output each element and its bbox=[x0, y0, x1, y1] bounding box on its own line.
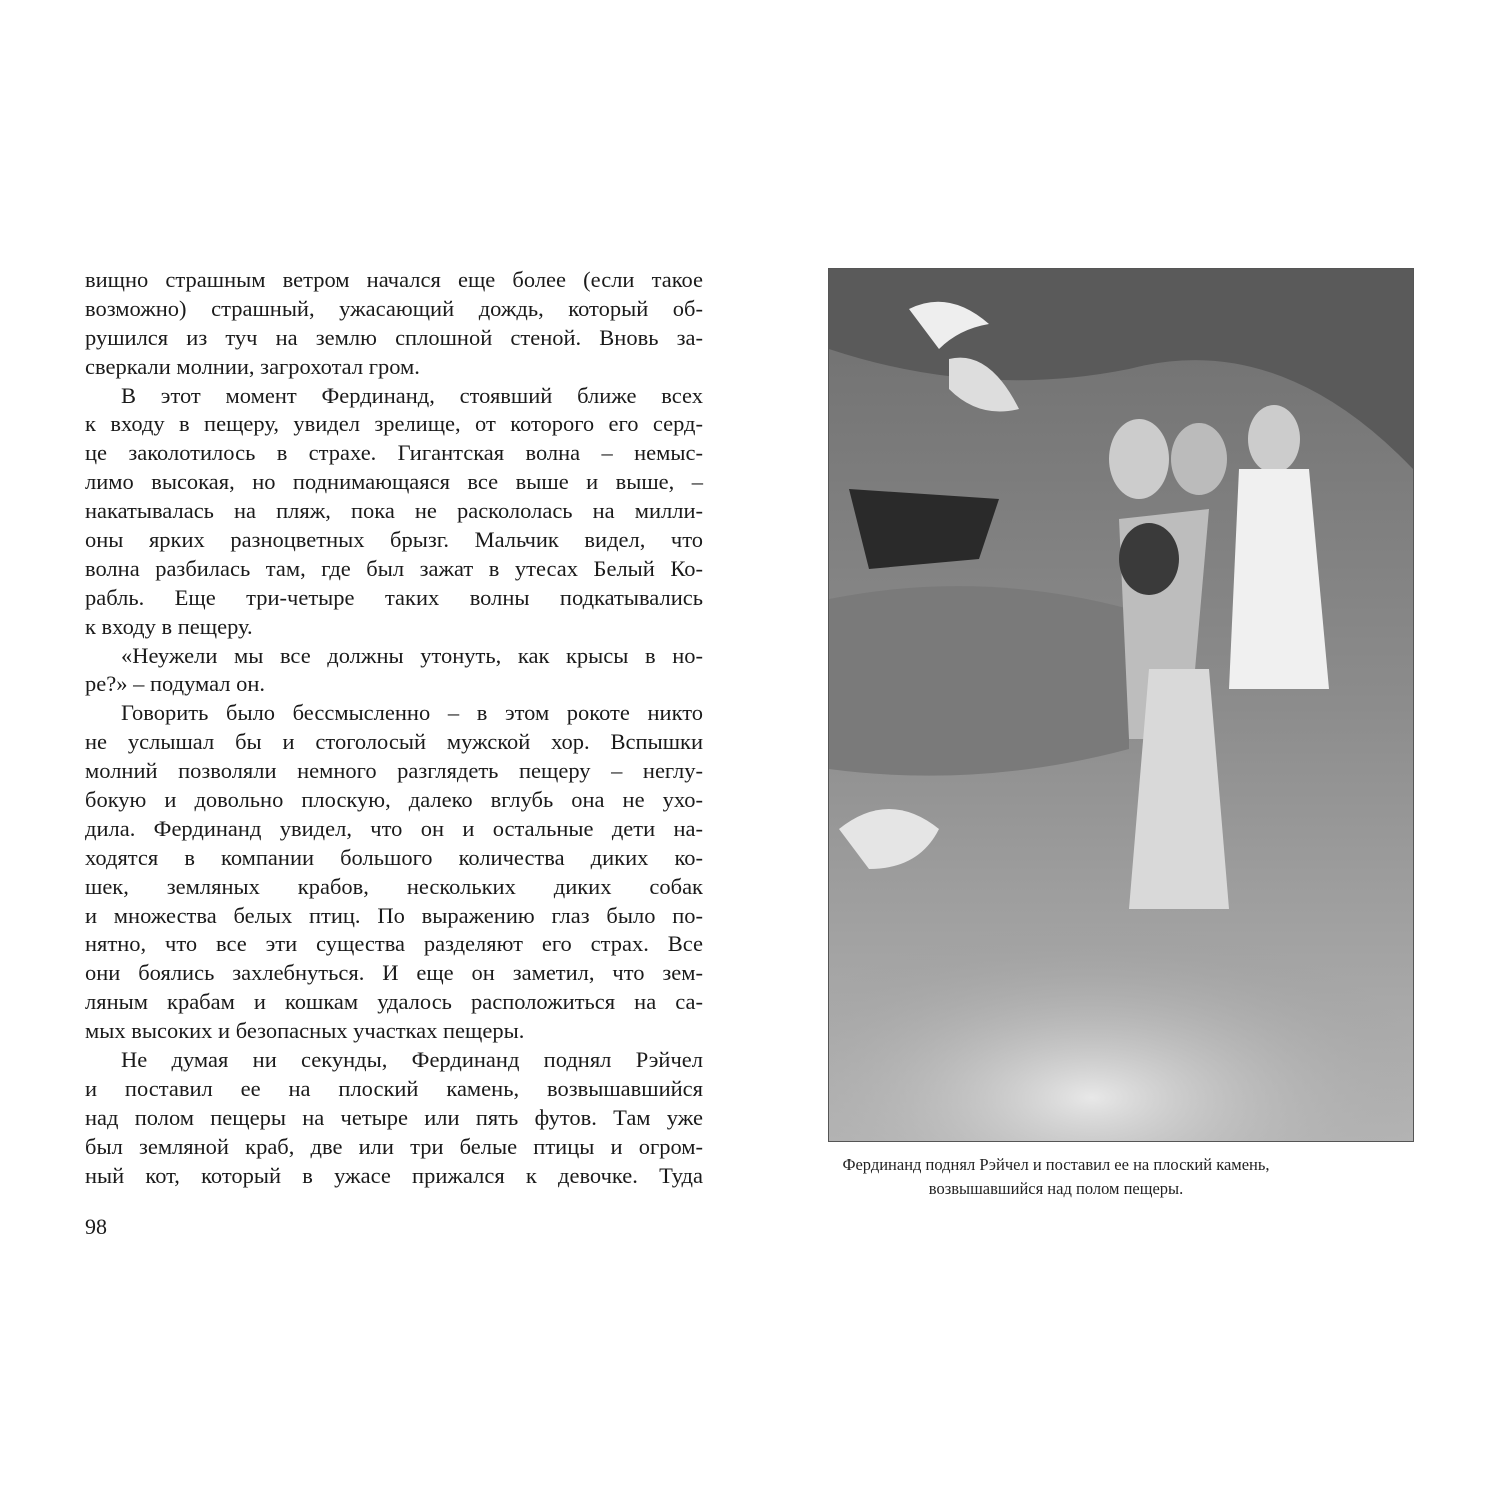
cave-scene-image bbox=[829, 269, 1413, 1141]
text-line: вищно страшным ветром начался еще более (если такое bbox=[85, 267, 703, 292]
text-line: возможно) страшный, ужасающий дождь, который об- bbox=[85, 295, 703, 321]
text-line: они боялись захлебнуться. И еще он заметил, что зем- bbox=[85, 960, 703, 986]
text-line: над полом пещеры на четыре или пять футов. Там уже bbox=[85, 1104, 703, 1130]
text-line: «Неужели мы все должны утонуть, как крысы в но- bbox=[121, 642, 703, 668]
text-line: ре?» – подумал он. bbox=[85, 671, 266, 697]
text-line: рушился из туч на землю сплошной стеной. Вновь за- bbox=[85, 324, 703, 350]
text-line: нятно, что все эти существа разделяют его страх. Все bbox=[85, 931, 703, 957]
page-number: 98 bbox=[85, 1214, 107, 1239]
text-line: Говорить было бессмысленно – в этом рокоте никто bbox=[121, 700, 703, 726]
text-line: и множества белых птиц. По выражению глаз было по- bbox=[85, 902, 703, 928]
illustration-caption bbox=[828, 1153, 1284, 1201]
text-line: лимо высокая, но поднимающаяся все выше и выше, – bbox=[85, 469, 703, 495]
text-line: сверкали молнии, загрохотал гром. bbox=[85, 353, 420, 379]
text-line: накатывалась на пляж, пока не раскололась на милли- bbox=[85, 498, 703, 524]
text-line: не услышал бы и стоголосый мужской хор. Вспышки bbox=[85, 729, 703, 755]
text-line: шек, земляных крабов, нескольких диких собак bbox=[85, 873, 703, 899]
text-line: был земляной краб, две или три белые птицы и огром- bbox=[85, 1133, 703, 1159]
text-line: ляным крабам и кошкам удалось расположиться на са- bbox=[85, 989, 703, 1015]
text-line: це заколотилось в страхе. Гигантская волна – немыс- bbox=[85, 440, 703, 466]
text-line: ный кот, который в ужасе прижался к девочке. Туда bbox=[85, 1162, 703, 1188]
text-line: В этот момент Фердинанд, стоявший ближе всех bbox=[121, 382, 703, 408]
text-line: волна разбилась там, где был зажат в утесах Белый Ко- bbox=[85, 555, 703, 581]
text-line: мых высоких и безопасных участках пещеры. bbox=[85, 1018, 525, 1044]
text-line: Не думая ни секунды, Фердинанд поднял Рэйчел bbox=[121, 1047, 703, 1073]
text-line: бокую и довольно плоскую, далеко вглубь она не ухо- bbox=[85, 787, 703, 813]
text-line: к входу в пещеру. bbox=[85, 613, 253, 639]
text-line: молний позволяли немного разглядеть пещеру – неглу- bbox=[85, 758, 703, 784]
crop-mark bbox=[828, 268, 840, 269]
body-text bbox=[85, 266, 703, 1191]
text-line: дила. Фердинанд увидел, что он и остальные дети на- bbox=[85, 815, 703, 841]
text-line: и поставил ее на плоский камень, возвышавшийся bbox=[85, 1075, 703, 1101]
text-line: оны ярких разноцветных брызг. Мальчик видел, что bbox=[85, 527, 703, 553]
caption-line: возвышавшийся над полом пещеры. bbox=[928, 1179, 1184, 1198]
text-line: к входу в пещеру, увидел зрелище, от которого его серд- bbox=[85, 411, 703, 437]
text-line: ходятся в компании большого количества диких ко- bbox=[85, 844, 703, 870]
text-line: рабль. Еще три-четыре таких волны подкатывались bbox=[85, 584, 703, 610]
caption-line: Фердинанд поднял Рэйчел и поставил ее на плоский камень, bbox=[842, 1155, 1270, 1174]
engraving-illustration bbox=[828, 268, 1414, 1142]
